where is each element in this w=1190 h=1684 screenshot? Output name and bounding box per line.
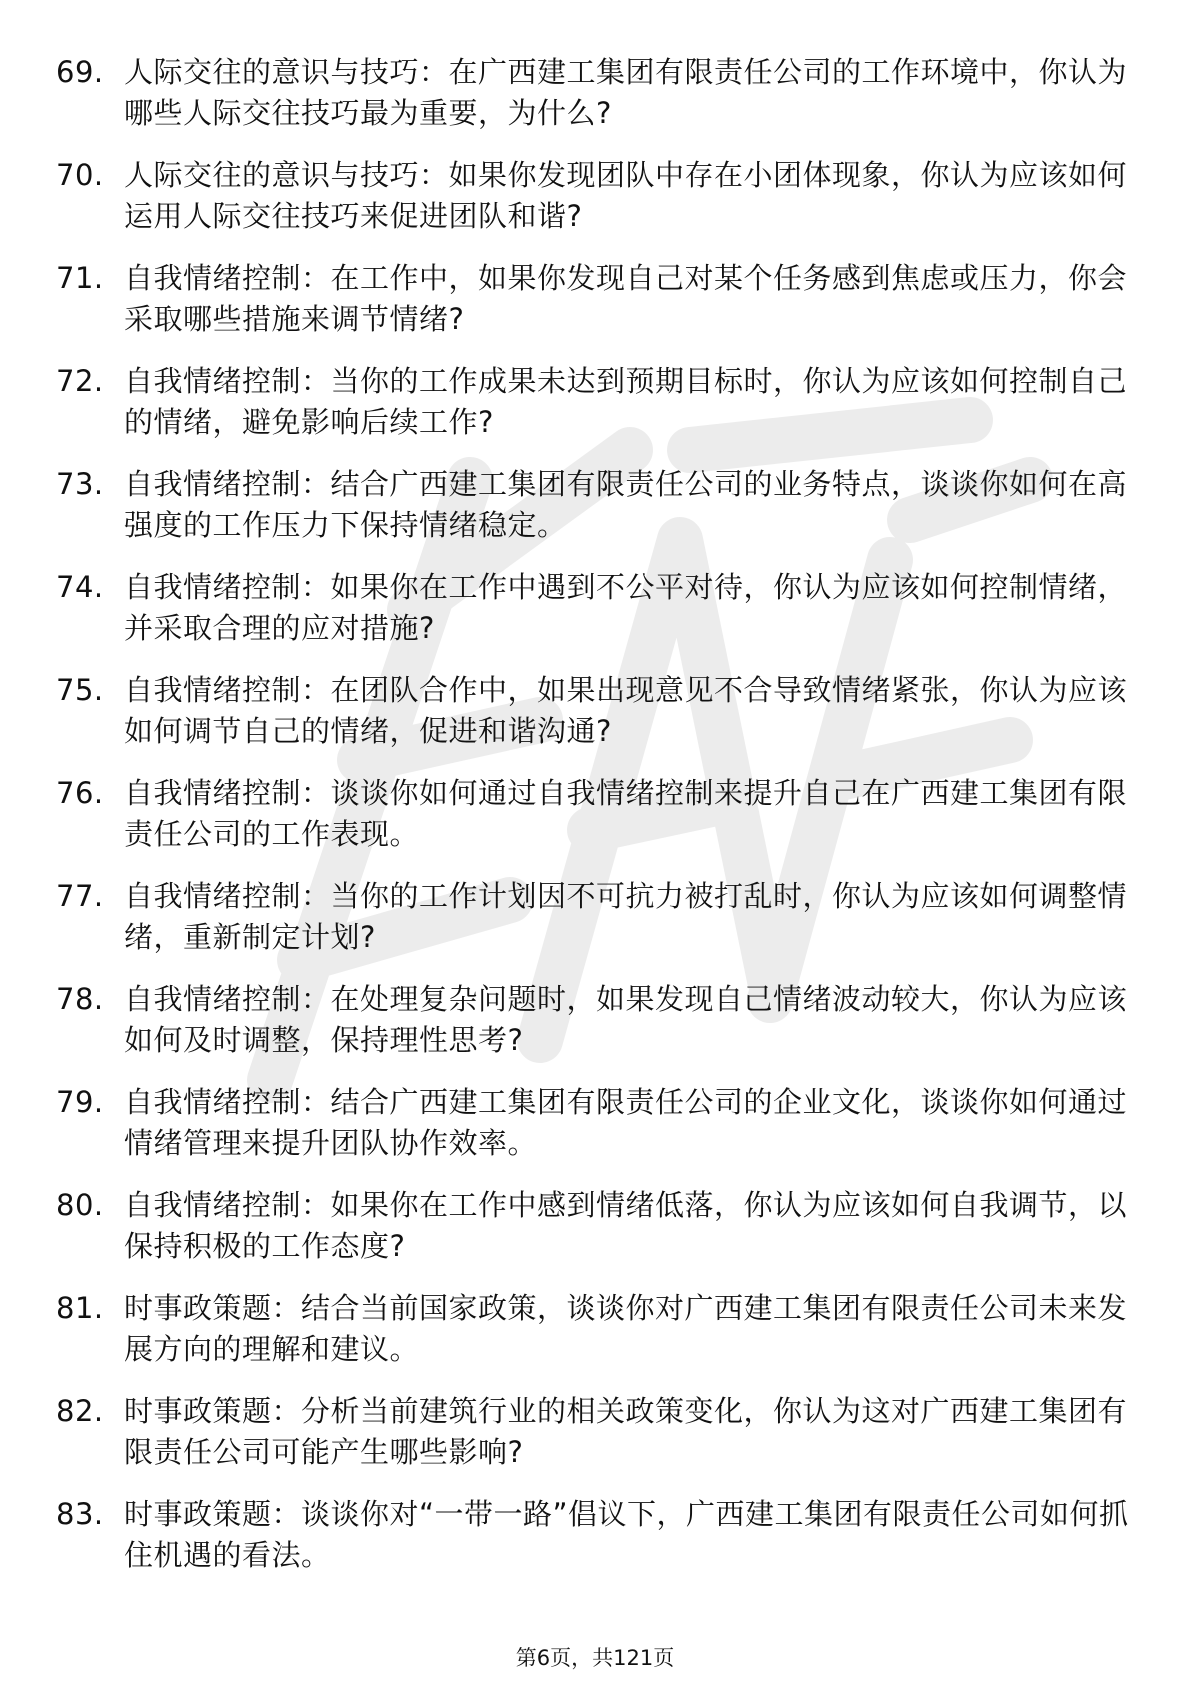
list-item	[56, 670, 1136, 752]
question-number: 76.	[56, 776, 104, 810]
question-number: 83.	[56, 1497, 104, 1531]
question-number: 78.	[56, 982, 104, 1016]
list-item	[56, 464, 1136, 546]
list-item	[56, 1494, 1136, 1576]
question-number: 71.	[56, 261, 104, 295]
list-item	[56, 1288, 1136, 1370]
list-item	[56, 567, 1136, 649]
list-item	[56, 52, 1136, 134]
list-item	[56, 258, 1136, 340]
question-number: 73.	[56, 467, 104, 501]
list-item	[56, 1082, 1136, 1164]
question-text: 自我情绪控制：谈谈你如何通过自我情绪控制来提升自己在广西建工集团有限责任公司的工作表现。	[124, 776, 1128, 851]
list-item	[56, 773, 1136, 855]
question-number: 72.	[56, 364, 104, 398]
list-item	[56, 1185, 1136, 1267]
list-item	[56, 1391, 1136, 1473]
question-number: 75.	[56, 673, 104, 707]
question-text: 自我情绪控制：在工作中，如果你发现自己对某个任务感到焦虑或压力，你会采取哪些措施来调节情绪?	[124, 261, 1128, 336]
question-number: 70.	[56, 158, 104, 192]
question-text: 时事政策题：谈谈你对“一带一路”倡议下，广西建工集团有限责任公司如何抓住机遇的看法。	[124, 1497, 1129, 1572]
question-text: 自我情绪控制：如果你在工作中感到情绪低落，你认为应该如何自我调节，以保持积极的工作态度?	[124, 1188, 1128, 1263]
list-item	[56, 979, 1136, 1061]
page-number: 第6页，共121页	[515, 1646, 675, 1670]
question-text: 自我情绪控制：结合广西建工集团有限责任公司的业务特点，谈谈你如何在高强度的工作压力下保持情绪稳定。	[124, 467, 1128, 542]
question-number: 81.	[56, 1291, 104, 1325]
question-number: 77.	[56, 879, 104, 913]
question-number: 80.	[56, 1188, 104, 1222]
question-text: 自我情绪控制：在处理复杂问题时，如果发现自己情绪波动较大，你认为应该如何及时调整，保持理性思考?	[124, 982, 1128, 1057]
question-text: 人际交往的意识与技巧：如果你发现团队中存在小团体现象，你认为应该如何运用人际交往技巧来促进团队和谐?	[124, 158, 1128, 233]
question-list	[56, 52, 1136, 1597]
question-text: 自我情绪控制：结合广西建工集团有限责任公司的企业文化，谈谈你如何通过情绪管理来提升团队协作效率。	[124, 1085, 1128, 1160]
list-item	[56, 361, 1136, 443]
question-number: 82.	[56, 1394, 104, 1428]
question-text: 时事政策题：结合当前国家政策，谈谈你对广西建工集团有限责任公司未来发展方向的理解和建议。	[124, 1291, 1128, 1366]
question-number: 74.	[56, 570, 104, 604]
question-number: 69.	[56, 55, 104, 89]
list-item	[56, 876, 1136, 958]
question-text: 自我情绪控制：如果你在工作中遇到不公平对待，你认为应该如何控制情绪，并采取合理的应对措施?	[124, 570, 1128, 645]
question-text: 人际交往的意识与技巧：在广西建工集团有限责任公司的工作环境中，你认为哪些人际交往技巧最为重要，为什么?	[124, 55, 1128, 130]
list-item	[56, 155, 1136, 237]
question-text: 自我情绪控制：当你的工作成果未达到预期目标时，你认为应该如何控制自己的情绪，避免影响后续工作?	[124, 364, 1128, 439]
question-text: 自我情绪控制：当你的工作计划因不可抗力被打乱时，你认为应该如何调整情绪，重新制定计划?	[124, 879, 1128, 954]
question-number: 79.	[56, 1085, 104, 1119]
question-text: 自我情绪控制：在团队合作中，如果出现意见不合导致情绪紧张，你认为应该如何调节自己的情绪，促进和谐沟通?	[124, 673, 1128, 748]
question-text: 时事政策题：分析当前建筑行业的相关政策变化，你认为这对广西建工集团有限责任公司可能产生哪些影响?	[124, 1394, 1128, 1469]
